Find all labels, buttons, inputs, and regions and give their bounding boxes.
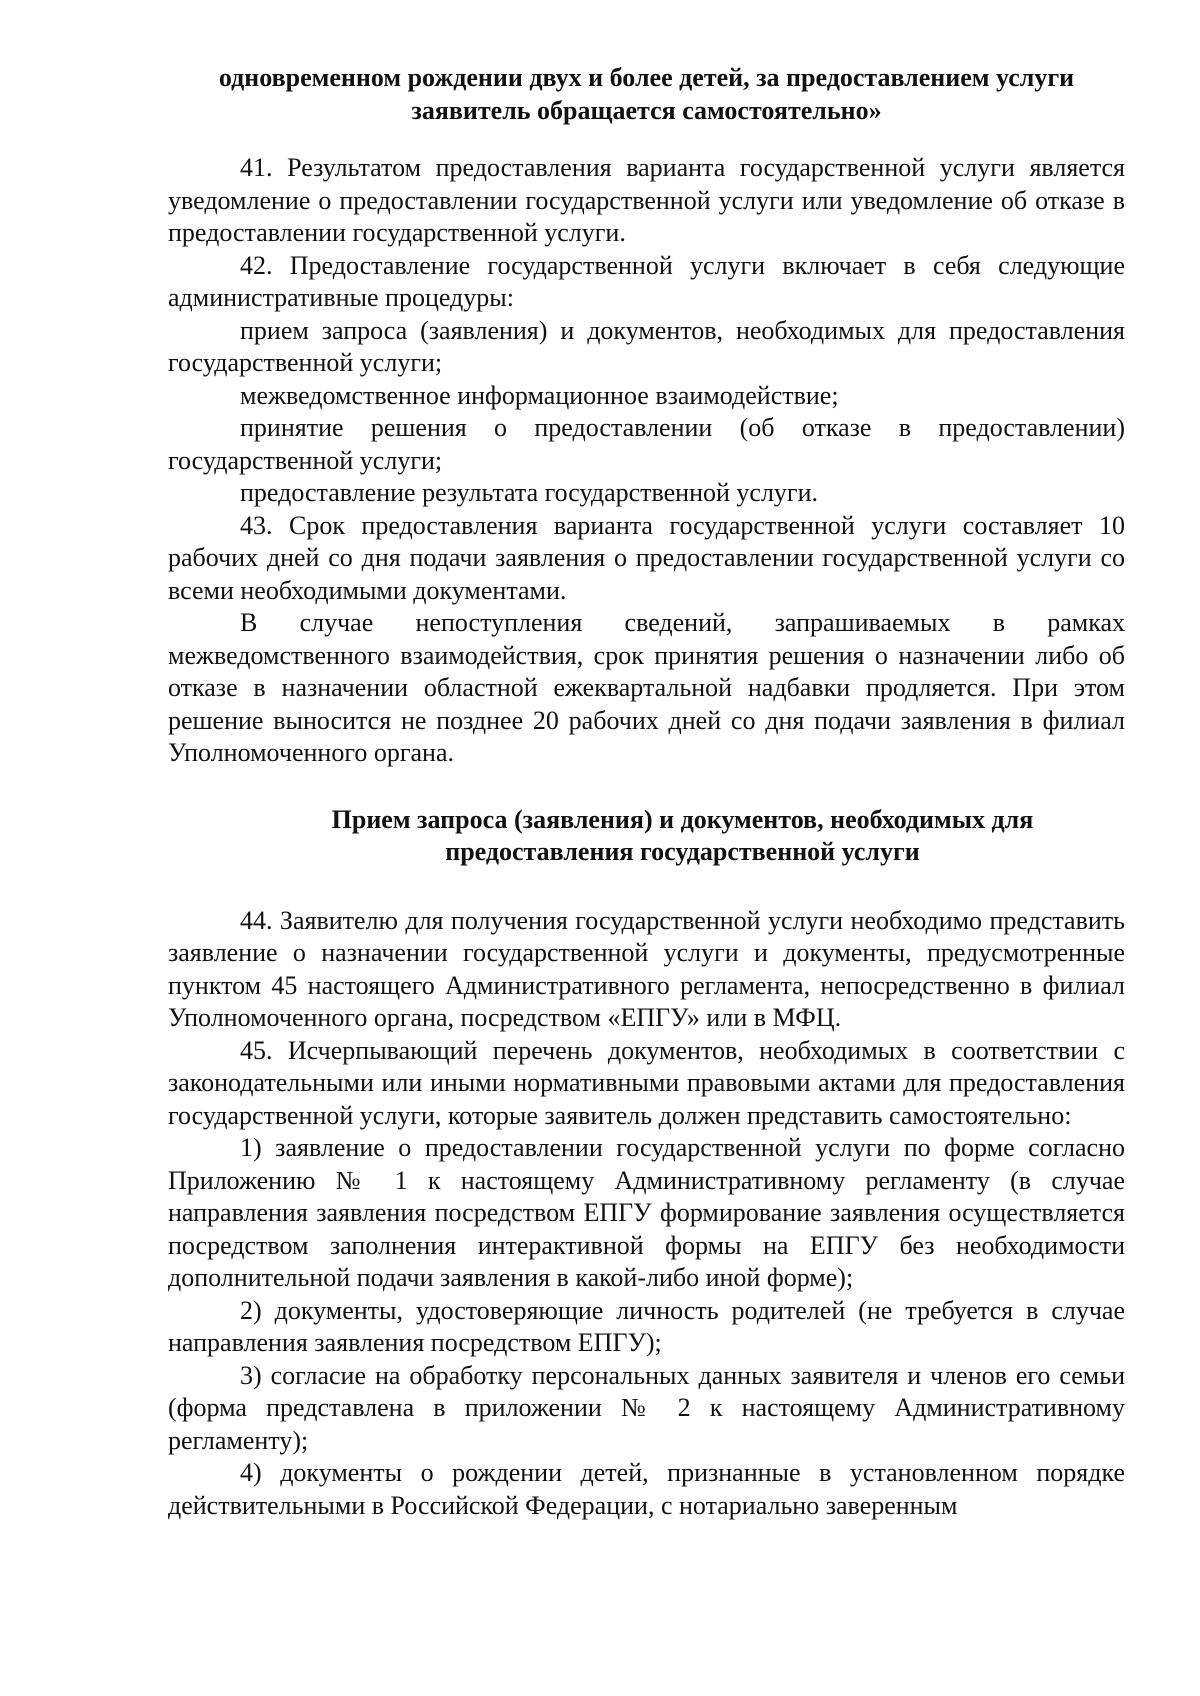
paragraph-45: 45. Исчерпывающий перечень документов, необходимых в соответствии с законодательными или иными нормативными правовыми актами для предоставления государственной услуги, которые заявитель должен представить самостоятельно: bbox=[168, 1035, 1125, 1130]
procedure-item-4: предоставление результата государственной услуги. bbox=[240, 478, 819, 507]
section-heading-continued: одновременном рождении двух и более детей, за предоставлением услуги заявитель обращается самостоятельно» bbox=[218, 63, 1075, 125]
paragraph-42: 42. Предоставление государственной услуги включает в себя следующие административные процедуры: bbox=[168, 250, 1125, 312]
document-page bbox=[168, 62, 1125, 1522]
document-item-1: 1) заявление о предоставлении государственной услуги по форме согласно Приложению № 1 к настоящему Административному регламенту (в случае направления заявления посредством ЕПГУ формирование заявления осуществляется посредством заполнения интерактивной формы на ЕПГУ без необходимости дополнительной подачи заявления в какой-либо иной форме); bbox=[168, 1133, 1125, 1292]
procedure-item-2: межведомственное информационное взаимодействие; bbox=[240, 380, 839, 410]
document-item-2: 2) документы, удостоверяющие личность родителей (не требуется в случае направления заявления посредством ЕПГУ); bbox=[168, 1295, 1125, 1357]
paragraph-44: 44. Заявителю для получения государственной услуги необходимо представить заявление о назначении государственной услуги и документы, предусмотренные пунктом 45 настоящего Административного регламента, непосредственно в филиал Уполномоченного органа, посредством «ЕПГУ» или в МФЦ. bbox=[168, 905, 1125, 1032]
document-item-4: 4) документы о рождении детей, признанные в установленном порядке действительными в Российской Федерации, с нотариально заверенным bbox=[168, 1458, 1125, 1520]
procedure-item-1: прием запроса (заявления) и документов, необходимых для предоставления государственной услуги; bbox=[168, 315, 1125, 377]
paragraph-43: 43. Срок предоставления варианта государственной услуги составляет 10 рабочих дней со дня подачи заявления о предоставлении государственной услуги со всеми необходимыми документами. bbox=[168, 510, 1125, 605]
section-heading: Прием запроса (заявления) и документов, необходимых для предоставления государственной услуги bbox=[331, 804, 1034, 866]
document-item-3: 3) согласие на обработку персональных данных заявителя и членов его семьи (форма представлена в приложении № 2 к настоящему Административному регламенту); bbox=[168, 1360, 1125, 1455]
paragraph-41: 41. Результатом предоставления варианта государственной услуги является уведомление о предоставлении государственной услуги или уведомление об отказе в предоставлении государственной услуги. bbox=[168, 153, 1125, 247]
paragraph-43-continued: В случае непоступления сведений, запрашиваемых в рамках межведомственного взаимодействия, срок принятия решения о назначении либо об отказе в назначении областной ежеквартальной надбавки продляется. При этом решение выносится не позднее 20 рабочих дней со дня подачи заявления в филиал Уполномоченного органа. bbox=[168, 608, 1125, 767]
procedure-item-3: принятие решения о предоставлении (об отказе в предоставлении) государственной услуги; bbox=[168, 413, 1125, 475]
